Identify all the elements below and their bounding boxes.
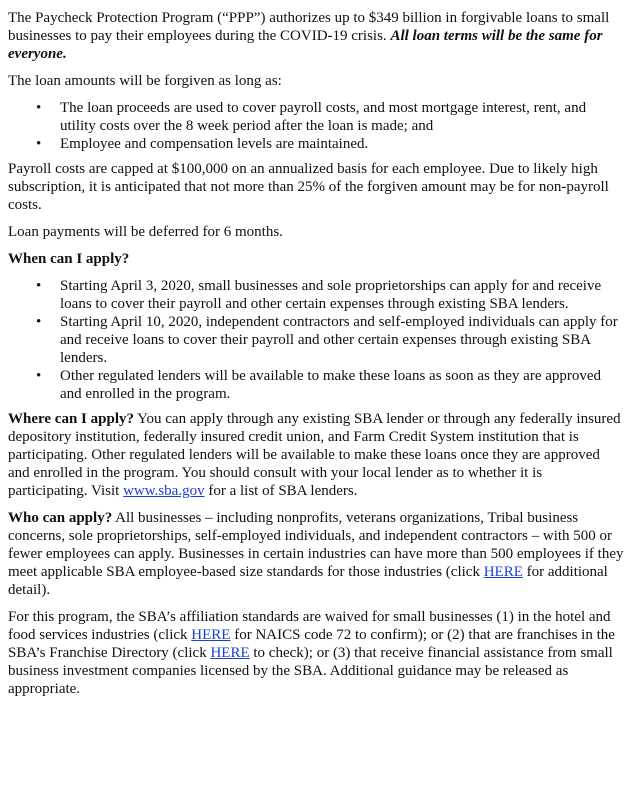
forgiven-conditions-list [8,99,624,153]
intro-text: The Paycheck Protection Program (“PPP”) authorizes up to $349 billion in forgivable loans to small businesses to pay their employees during the COVID-19 crisis. [8,10,610,44]
who-after: for additional detail). [8,564,608,598]
where-after: for a list of SBA lenders. [204,483,358,499]
affiliation-paragraph [8,608,624,698]
where-paragraph [8,410,624,500]
forgiven-intro: The loan amounts will be forgiven as long as: [8,73,282,89]
affiliation-part3: to check); or (3) that receive financial assistance from small business investment companies licensed by the SBA. Additional guidance may be released as appropriate. [8,645,613,697]
list-item: • Starting April 3, 2020, small businesses and sole proprietorships can apply for and receive loans to cover their payroll and other certain expenses through existing SBA lenders. [60,277,624,313]
where-text: You can apply through any existing SBA lender or through any federally insured depository institution, federally insured credit union, and Farm Credit System institution that is participating. Other regulated lenders will be available to make these loans once they are approved and enrolled in the program. You should consult with your local lender as to whether it is participating. Visit [8,411,621,499]
size-standards-link[interactable]: HERE [483,564,523,580]
franchise-directory-link[interactable]: HERE [210,645,250,661]
list-item: • Starting April 10, 2020, independent contractors and self-employed individuals can apply for and receive loans to cover their payroll and other certain expenses through existing SBA lenders. [60,313,624,367]
who-paragraph [8,509,624,599]
naics-link[interactable]: HERE [191,627,231,643]
when-heading: When can I apply? [8,251,130,267]
affiliation-part2: for NAICS code 72 to confirm); or (2) that are franchises in the SBA’s Franchise Directory (click [8,627,615,661]
when-list [8,277,624,403]
payroll-cap-paragraph: Payroll costs are capped at $100,000 on an annualized basis for each employee. Due to likely high subscription, it is anticipated that not more than 25% of the forgiven amount may be for non-payroll costs. [8,161,609,213]
sba-link[interactable]: www.sba.gov [123,483,205,499]
deferral-paragraph: Loan payments will be deferred for 6 months. [8,224,283,240]
where-heading: Where can I apply? [8,411,134,427]
intro-paragraph [8,9,624,63]
list-item: • Employee and compensation levels are maintained. [60,135,624,153]
who-text: All businesses – including nonprofits, veterans organizations, Tribal business concerns, sole proprietorships, self-employed individuals, and independent contractors – with 500 or fewer employees can apply. Businesses in certain industries can have more than 500 employees if they meet applicable SBA employee-based size standards for those industries (click [8,510,624,580]
list-item: • The loan proceeds are used to cover payroll costs, and most mortgage interest, rent, and utility costs over the 8 week period after the loan is made; and [60,99,624,135]
intro-emphasis: All loan terms will be the same for everyone. [8,28,603,62]
affiliation-part1: For this program, the SBA’s affiliation standards are waived for small businesses (1) in the hotel and food services industries (click [8,609,611,643]
list-item: • Other regulated lenders will be available to make these loans as soon as they are approved and enrolled in the program. [60,367,624,403]
who-heading: Who can apply? [8,510,113,526]
